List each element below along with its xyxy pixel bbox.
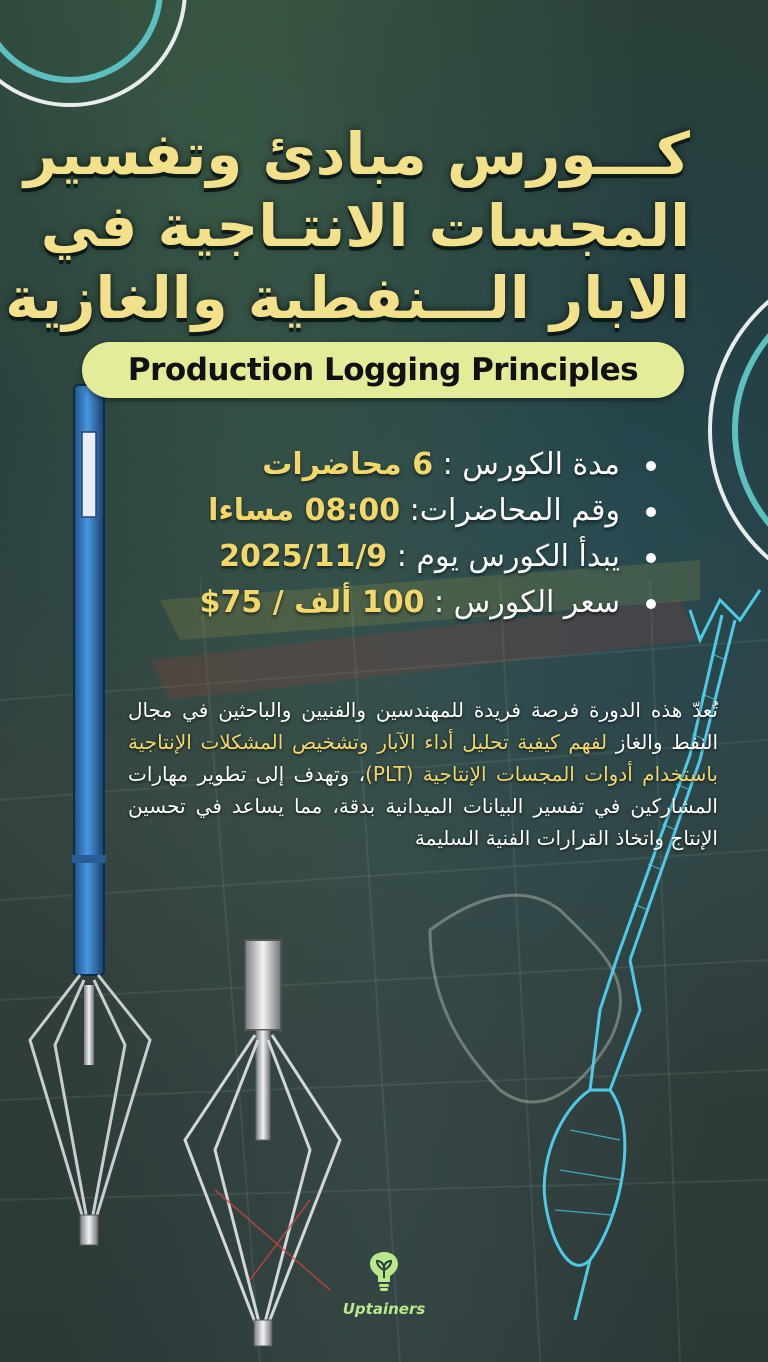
- brand-name: Uptainers: [342, 1300, 426, 1318]
- title-line-1: كـــورس مبادئ وتفسير: [23, 120, 690, 188]
- detail-price: [150, 580, 660, 626]
- description-part-1: تُعدّ هذه الدورة فرصة فريدة للمهندسين والفنيين والباحثين في مجال النفط والغاز: [128, 698, 718, 754]
- detail-time: [150, 488, 660, 534]
- title-line-3: الابار الـــنفطية والغازية: [5, 264, 690, 332]
- brand-logo: [340, 1248, 428, 1318]
- brain-plant-icon: [364, 1248, 404, 1292]
- detail-start-label: يبدأ الكورس يوم :: [387, 539, 620, 574]
- detail-price-label: سعر الكورس :: [424, 585, 620, 620]
- subtitle-text: Production Logging Principles: [127, 352, 639, 388]
- detail-time-label: وقم المحاضرات:: [400, 493, 620, 528]
- detail-start-value: 2025/11/9: [219, 539, 388, 574]
- course-title: [5, 118, 690, 334]
- subtitle-pill: [82, 342, 684, 398]
- description-part-2: ، وتهدف إلى تطوير مهارات المشاركين في تفسير البيانات الميدانية بدقة، مما يساعد في تحسين الإنتاج واتخاذ القرارات الفنية السليمة: [128, 762, 718, 850]
- description-highlight: لفهم كيفية تحليل أداء الآبار وتشخيص المشكلات الإنتاجية باستخدام أدوات المجسات الإنتاجية (PLT): [128, 730, 718, 786]
- detail-start-date: [150, 534, 660, 580]
- detail-duration-label: مدة الكورس :: [433, 447, 620, 482]
- title-line-2: المجسات الانتـاجية في: [40, 192, 690, 260]
- detail-time-value: 08:00 مساءا: [208, 493, 401, 528]
- course-details-list: [150, 442, 660, 626]
- detail-duration-value: 6 محاضرات: [262, 447, 434, 482]
- detail-price-value: 100 ألف / 75$: [199, 585, 425, 620]
- detail-duration: [150, 442, 660, 488]
- course-description: [128, 694, 718, 854]
